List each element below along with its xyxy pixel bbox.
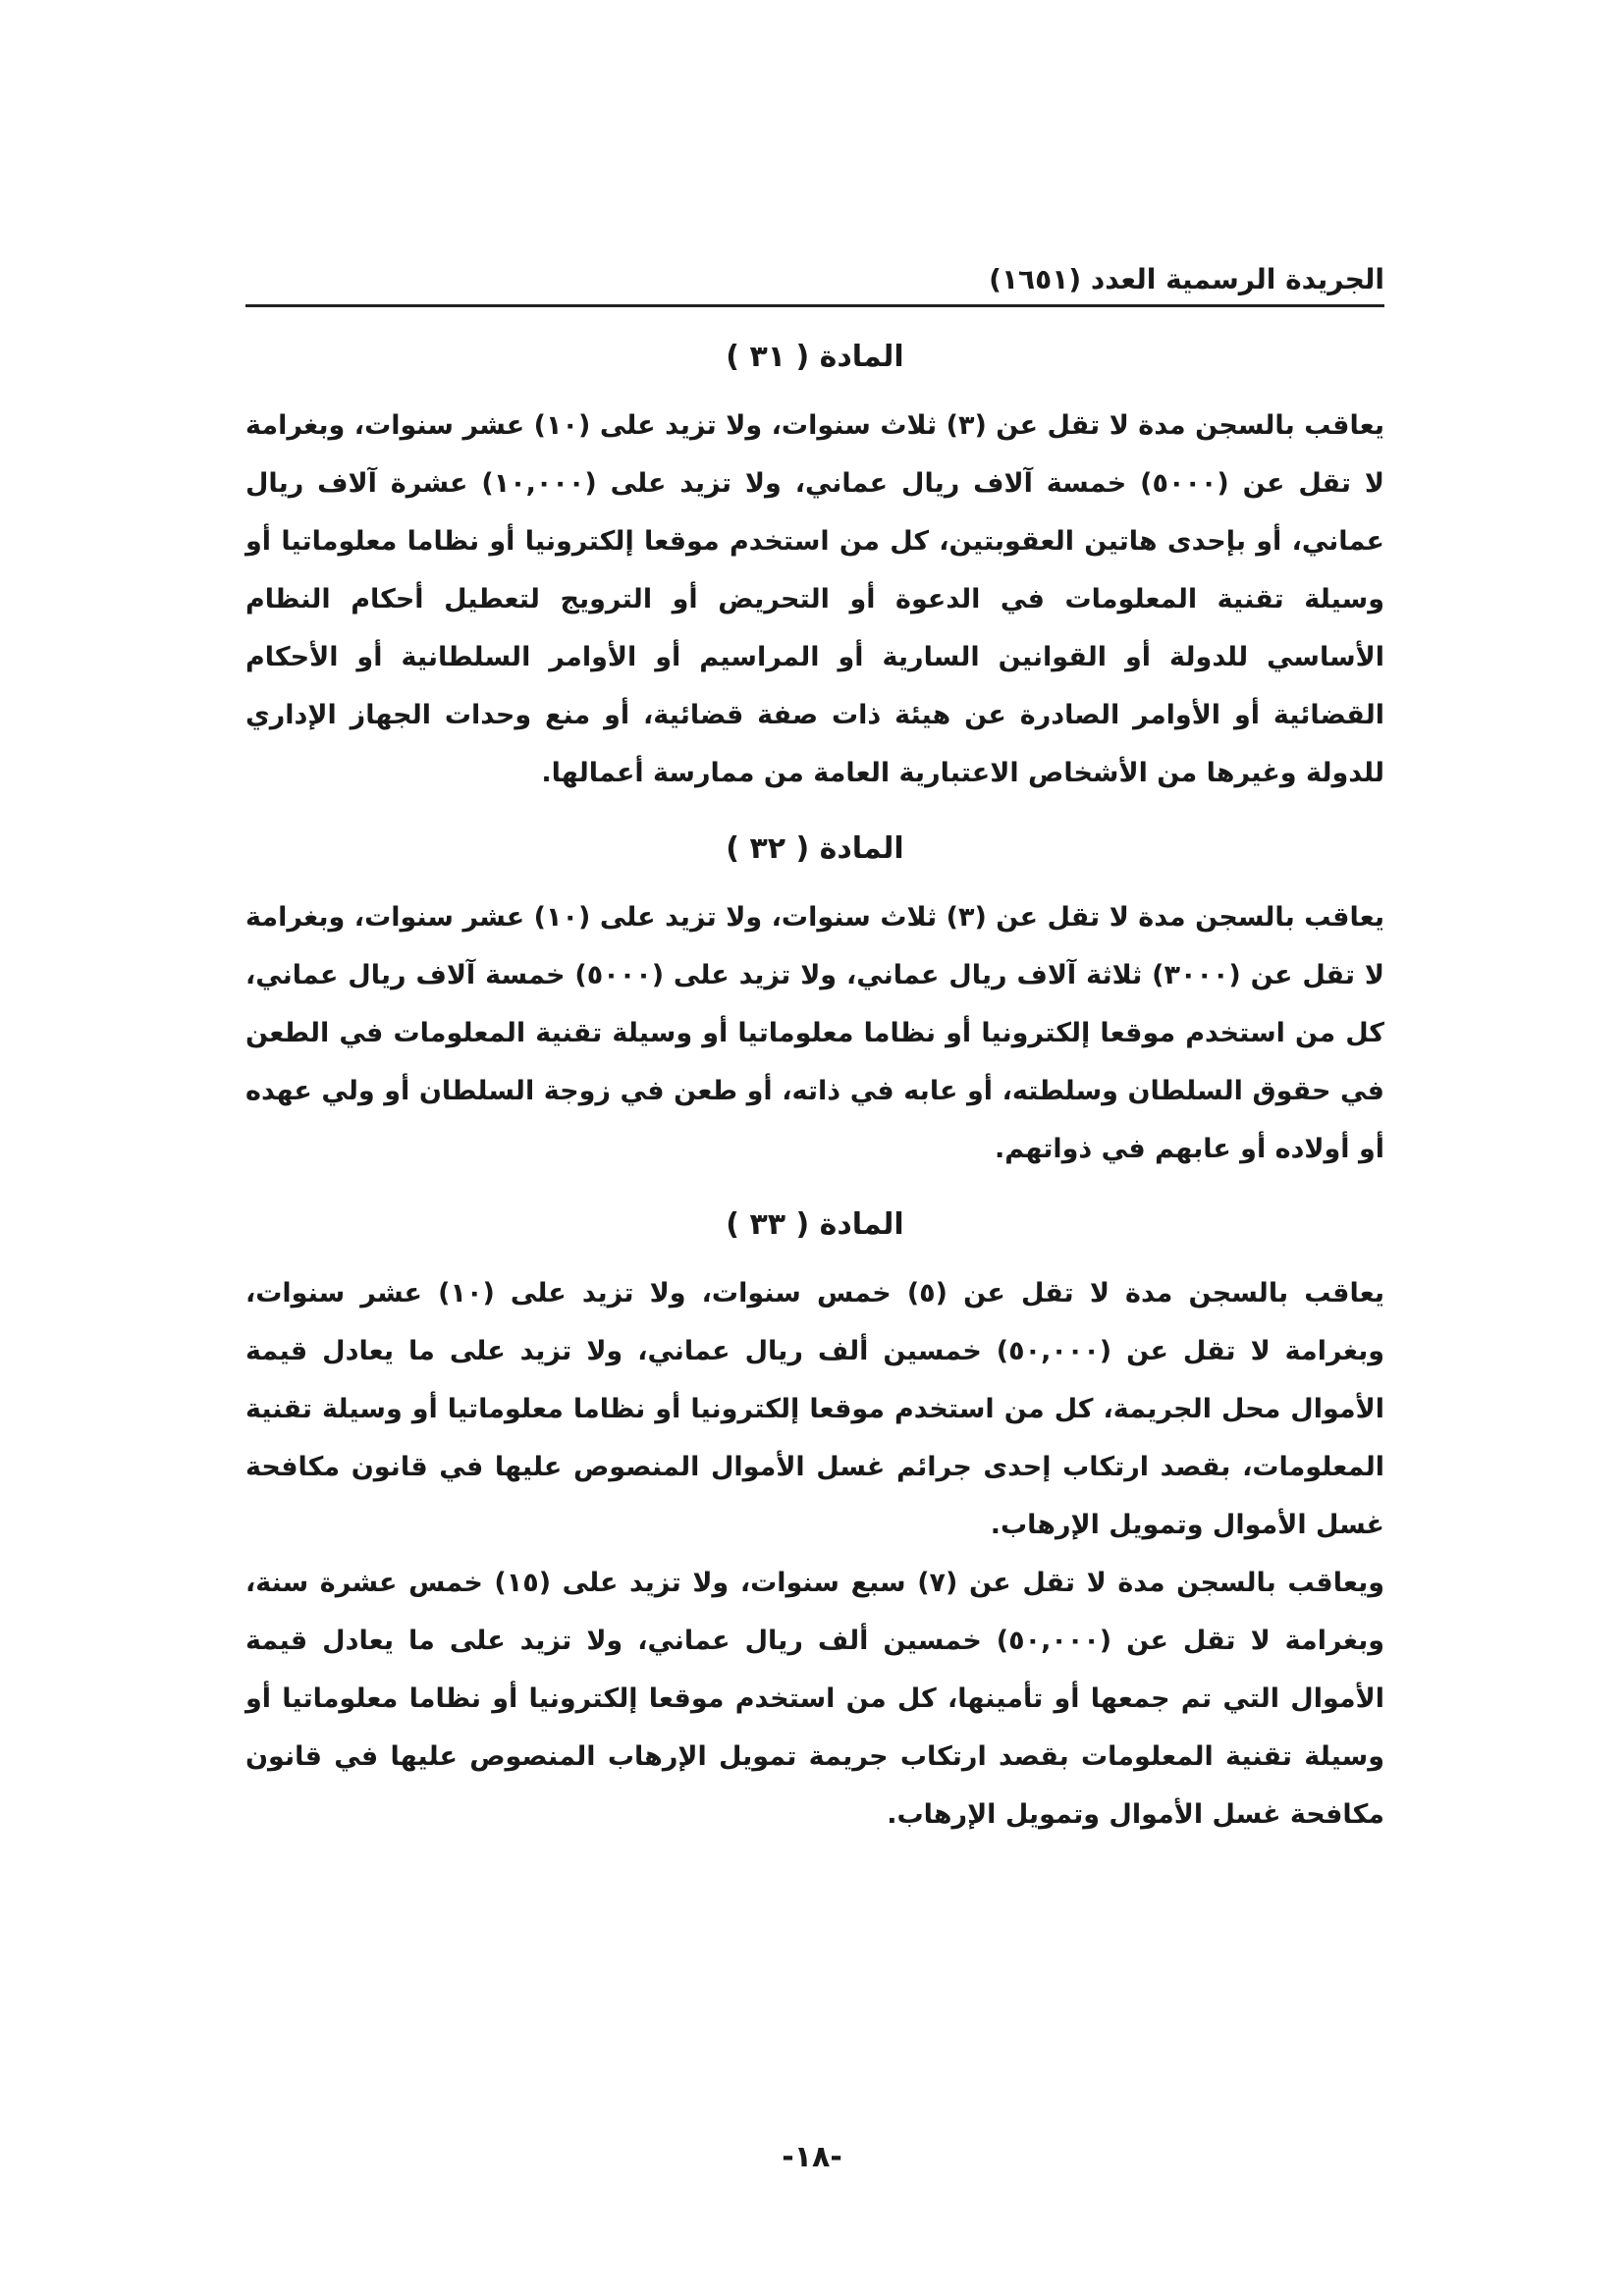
- article-paragraph: ويعاقب بالسجن مدة لا تقل عن (٧) سبع سنوات، ولا تزيد على (١٥) خمس عشرة سنة، وبغرامة لا تقل عن (٥٠,٠٠٠) خمسين ألف ريال عماني، ولا تزيد على ما يعادل قيمة الأموال التي تم جمعها أو تأمينها، كل من استخدم موقعا إلكترونيا أو نظاما معلوماتيا أو وسيلة تقنية المعلومات بقصد ارتكاب جريمة تمويل الإرهاب المنصوص عليها في قانون مكافحة غسل الأموال وتمويل الإرهاب.: [245, 1568, 1384, 1830]
- page-number: -١٨-: [782, 2140, 842, 2174]
- article-31: [245, 328, 1384, 802]
- gazette-title: الجريدة الرسمية العدد (١٦٥١): [989, 263, 1384, 295]
- article-paragraph: يعاقب بالسجن مدة لا تقل عن (٥) خمس سنوات، ولا تزيد على (١٠) عشر سنوات، وبغرامة لا تقل عن (٥٠,٠٠٠) خمسين ألف ريال عماني، ولا تزيد على ما يعادل قيمة الأموال محل الجريمة، كل من استخدم موقعا إلكترونيا أو نظاما معلوماتيا أو وسيلة تقنية المعلومات، بقصد ارتكاب إحدى جرائم غسل الأموال المنصوص عليها في قانون مكافحة غسل الأموال وتمويل الإرهاب.: [245, 1278, 1385, 1540]
- page-content: [245, 324, 1384, 1861]
- article-heading: المادة ( ٣٢ ): [726, 831, 904, 866]
- article-paragraph: يعاقب بالسجن مدة لا تقل عن (٣) ثلاث سنوات، ولا تزيد على (١٠) عشر سنوات، وبغرامة لا تقل عن (٥٠٠٠) خمسة آلاف ريال عماني، ولا تزيد على (١٠,٠٠٠) عشرة آلاف ريال عماني، أو بإحدى هاتين العقوبتين، كل من استخدم موقعا إلكترونيا أو نظاما معلوماتيا أو وسيلة تقنية المعلومات في الدعوة أو التحريض أو الترويج لتعطيل أحكام النظام الأساسي للدولة أو القوانين السارية أو المراسيم أو الأوامر السلطانية أو الأحكام القضائية أو الأوامر الصادرة عن هيئة ذات صفة قضائية، أو منع وحدات الجهاز الإداري للدولة وغيرها من الأشخاص الاعتبارية العامة من ممارسة أعمالها.: [245, 410, 1385, 788]
- article-paragraph: يعاقب بالسجن مدة لا تقل عن (٣) ثلاث سنوات، ولا تزيد على (١٠) عشر سنوات، وبغرامة لا تقل عن (٣٠٠٠) ثلاثة آلاف ريال عماني، ولا تزيد على (٥٠٠٠) خمسة آلاف ريال عماني، كل من استخدم موقعا إلكترونيا أو نظاما معلوماتيا أو وسيلة تقنية المعلومات في الطعن في حقوق السلطان وسلطته، أو عابه في ذاته، أو طعن في زوجة السلطان أو ولي عهده أو أولاده أو عابهم في ذواتهم.: [245, 902, 1385, 1164]
- header-divider: [245, 304, 1384, 307]
- page-header: [245, 257, 1384, 308]
- article-heading: المادة ( ٣٣ ): [726, 1207, 904, 1242]
- article-33: [245, 1196, 1384, 1843]
- article-32: [245, 820, 1384, 1178]
- article-heading: المادة ( ٣١ ): [726, 340, 904, 374]
